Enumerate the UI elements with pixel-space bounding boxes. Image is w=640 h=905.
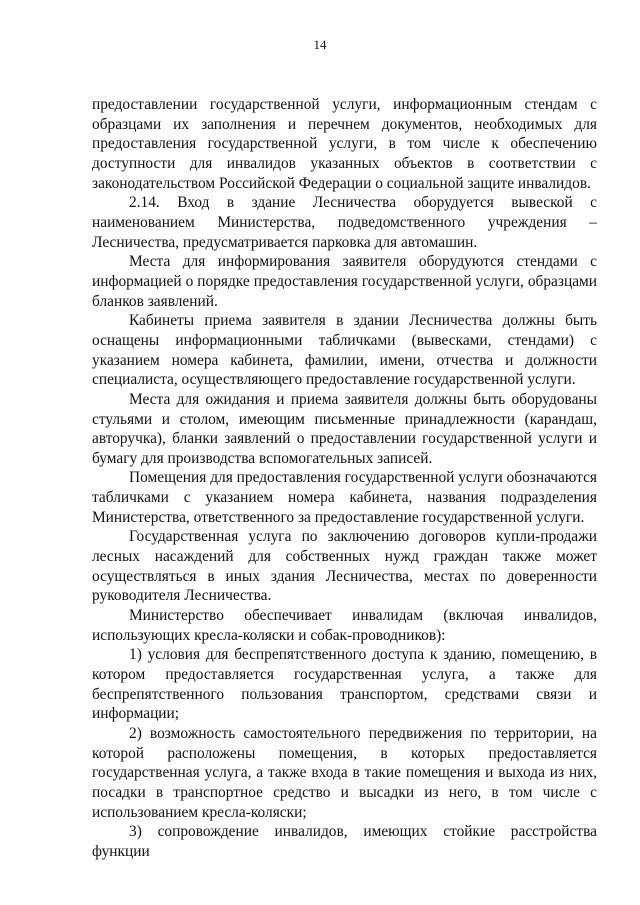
paragraph-1: предоставлении государственной услуги, информационным стендам с образцами их заполнения и перечнем документов, необходимых для предоставления государственной услуги, в том числе к обеспечению доступности для инвалидов указанных объектов в соответствии с законодательством Российской Федерации о социальной защите инвалидов.: [92, 96, 597, 192]
paragraph-2: 2.14. Вход в здание Лесничества оборудуется вывеской с наименованием Министерства, подведомственного учреждения – Лесничества, предусматривается парковка для автомашин.: [92, 194, 597, 251]
paragraph-6: Помещения для предоставления государственной услуги обозначаются табличками с указанием номера кабинета, названия подразделения Министерства, ответственного за предоставление государственной услуги.: [92, 469, 597, 526]
paragraph-7: Государственная услуга по заключению договоров купли-продажи лесных насаждений для собственных нужд граждан также может осуществляться в иных здания Лесничества, местах по доверенности руководителя Лесничества.: [92, 528, 597, 605]
paragraph-5: Места для ожидания и приема заявителя должны быть оборудованы стульями и столом, имеющим письменные принадлежности (карандаш, авторучка), бланки заявлений о предоставлении государственной услуги и бумагу для производства вспомогательных записей.: [92, 390, 597, 467]
document-body: [92, 95, 597, 862]
list-item-3: 3) сопровождение инвалидов, имеющих стойкие расстройства функции: [92, 823, 597, 860]
paragraph-4: Кабинеты приема заявителя в здании Лесничества должны быть оснащены информационными табличками (вывесками, стендами) с указанием номера кабинета, фамилии, имени, отчества и должности специалиста, осуществляющего предоставление государственной услуги.: [92, 312, 597, 389]
page-number: 14: [313, 37, 327, 52]
paragraph-3: Места для информирования заявителя оборудуются стендами с информацией о порядке предоставления государственной услуги, образцами бланков заявлений.: [92, 253, 597, 310]
list-item-2: 2) возможность самостоятельного передвижения по территории, на которой расположены помещения, в которых предоставляется государственная услуга, а также входа в такие помещения и выхода из них, посадки в транспортное средство и высадки из него, в том числе с использованием кресла-коляски;: [92, 725, 597, 821]
list-item-1: 1) условия для беспрепятственного доступа к зданию, помещению, в котором предоставляется государственная услуга, а также для беспрепятственного пользования транспортом, средствами связи и информации;: [92, 646, 597, 723]
paragraph-8: Министерство обеспечивает инвалидам (включая инвалидов, использующих кресла-коляски и собак-проводников):: [92, 607, 597, 644]
